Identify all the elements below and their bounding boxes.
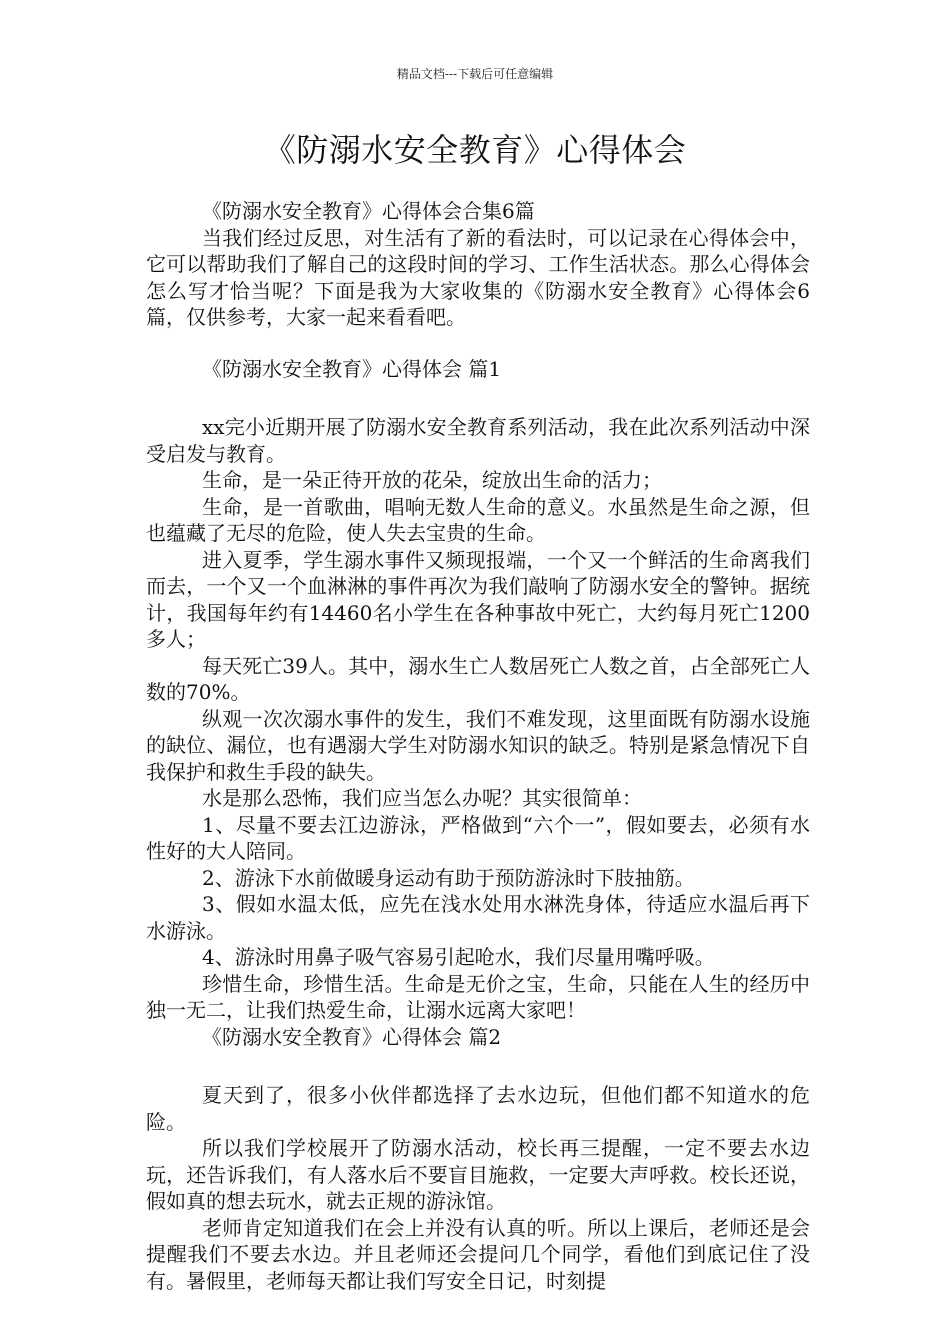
paragraph: 生命，是一朵正待开放的花朵，绽放出生命的活力； <box>202 468 662 492</box>
document-body <box>146 198 810 1294</box>
list-item: 1、尽量不要去江边游泳，严格做到“六个一”，假如要去，必须有水性好的大人陪同。 <box>146 812 810 863</box>
section-heading-2: 《防溺水安全教育》心得体会 篇2 <box>202 1024 502 1049</box>
paragraph: 老师肯定知道我们在会上并没有认真的听。所以上课后，老师还是会提醒我们不要去水边。并且老师还会提问几个同学，看他们到底记住了没有。暑假里，老师每天都让我们写安全日记，时刻提 <box>146 1215 810 1293</box>
paragraph: 生命，是一首歌曲，唱响无数人生命的意义。水虽然是生命之源，但也蕴藏了无尽的危险，使人失去宝贵的生命。 <box>146 494 810 545</box>
spacer <box>146 1050 810 1076</box>
collection-subtitle: 《防溺水安全教育》心得体会合集6篇 <box>202 199 535 223</box>
list-item: 4、游泳时用鼻子吸气容易引起呛水，我们尽量用嘴呼吸。 <box>202 945 715 969</box>
document-title: 《防溺水安全教育》心得体会 <box>263 131 687 169</box>
paragraph: 夏天到了，很多小伙伴都选择了去水边玩，但他们都不知道水的危险。 <box>146 1083 810 1134</box>
paragraph: 进入夏季，学生溺水事件又频现报端，一个又一个鲜活的生命离我们而去，一个又一个血淋淋的事件再次为我们敲响了防溺水安全的警钟。据统计，我国每年约有14460名小学生在各种事故中死亡，大约每月死亡1200多人； <box>146 547 810 651</box>
paragraph: 纵观一次次溺水事件的发生，我们不难发现，这里面既有防溺水设施的缺位、漏位，也有遇溺大学生对防溺水知识的缺乏。特别是紧急情况下自我保护和救生手段的缺失。 <box>146 706 810 784</box>
section-heading-1: 《防溺水安全教育》心得体会 篇1 <box>202 356 502 381</box>
intro-paragraph: 当我们经过反思，对生活有了新的看法时，可以记录在心得体会中，它可以帮助我们了解自己的这段时间的学习、工作生活状态。那么心得体会怎么写才恰当呢？下面是我为大家收集的《防溺水安全教育》心得体会6篇，仅供参考，大家一起来看看吧。 <box>146 225 810 329</box>
paragraph: 水是那么恐怖，我们应当怎么办呢？其实很简单： <box>202 786 642 810</box>
paragraph: 珍惜生命，珍惜生活。生命是无价之宝，生命，只能在人生的经历中独一无二，让我们热爱生命，让溺水远离大家吧！ <box>146 971 810 1022</box>
spacer <box>146 382 810 408</box>
header-note: 精品文档---下载后可任意编辑 <box>396 67 554 81</box>
paragraph: 所以我们学校展开了防溺水活动，校长再三提醒，一定不要去水边玩，还告诉我们，有人落水后不要盲目施救，一定要大声呼救。校长还说，假如真的想去玩水，就去正规的游泳馆。 <box>146 1136 810 1213</box>
paragraph: xx完小近期开展了防溺水安全教育系列活动，我在此次系列活动中深受启发与教育。 <box>146 415 810 466</box>
list-item: 3、假如水温太低，应先在浅水处用水淋洗身体，待适应水温后再下水游泳。 <box>146 892 810 943</box>
spacer <box>146 331 810 356</box>
paragraph: 每天死亡39人。其中，溺水生亡人数居死亡人数之首，占全部死亡人数的70%。 <box>146 653 810 704</box>
list-item: 2、游泳下水前做暖身运动有助于预防游泳时下肢抽筋。 <box>202 865 695 890</box>
